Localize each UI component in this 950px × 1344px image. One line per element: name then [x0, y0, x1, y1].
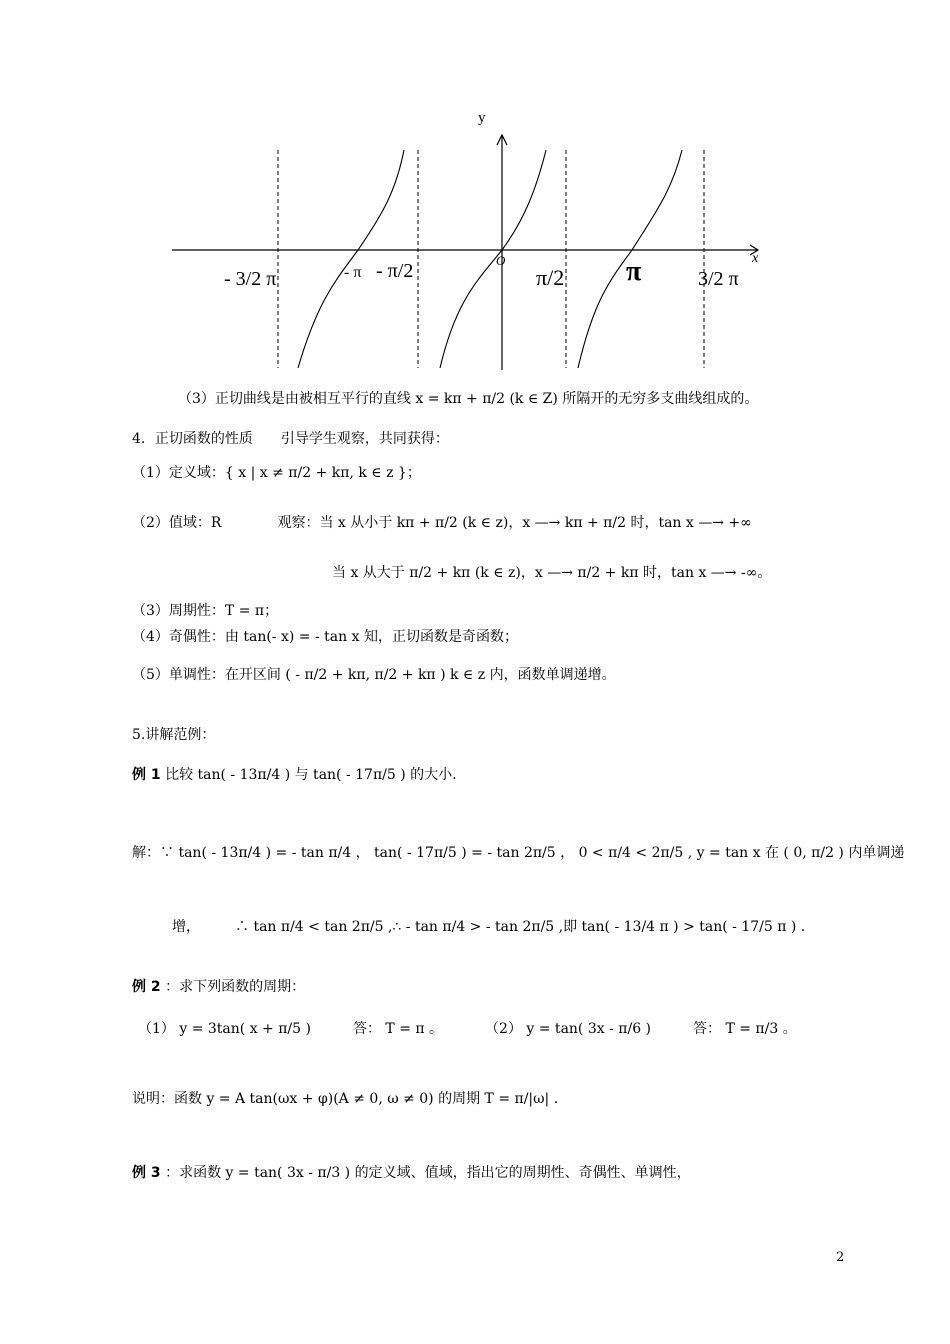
section-examples: 5.讲解范例： — [132, 727, 216, 743]
tangent-branch — [440, 150, 546, 368]
tick-label-3-2-pi: 3/2 π — [698, 268, 739, 290]
property-monotonicity: （5）单调性：在开区间 ( - π/2 + kπ, π/2 + kπ ) k ∈ z 内，函数单调递增。 — [132, 667, 616, 683]
y-axis-label: y — [478, 110, 486, 126]
example-1-label: 例 1 — [132, 767, 161, 783]
tangent-branch — [298, 150, 404, 368]
property-domain: （1）定义域：{ x | x ≠ π/2 + kπ, k ∈ z }； — [132, 465, 421, 481]
x-axis-label: x — [752, 251, 759, 266]
tick-label-neg-pi-2: - π/2 — [376, 260, 414, 282]
tangent-graph — [0, 0, 950, 390]
property-range-continued: 当 x 从大于 π/2 + kπ (k ∈ z)，x —→ π/2 + kπ 时，tan x —→ -∞。 — [332, 565, 772, 581]
page-number: 2 — [836, 1250, 845, 1265]
period-note: 说明：函数 y = A tan(ωx + φ)(A ≠ 0, ω ≠ 0) 的周期 T = π/|ω| . — [132, 1091, 559, 1107]
example-1-text: 比较 tan( - 13π/4 ) 与 tan( - 17π/5 ) 的大小. — [165, 767, 457, 783]
example-3 — [132, 1162, 691, 1182]
example-2-text: ：求下列函数的周期： — [165, 979, 306, 995]
property-range: （2）值域：R 观察：当 x 从小于 kπ + π/2 (k ∈ z)，x —→ kπ + π/2 时，tan x —→ +∞ — [132, 515, 752, 531]
solution-1-continued: 增， ∴ tan π/4 < tan 2π/5 ,∴ - tan π/4 > - tan 2π/5 ,即 tan( - 13/4 π ) > tan( - 17/5 π ) . — [172, 919, 806, 935]
solution-1: 解：∵ tan( - 13π/4 ) = - tan π/4 ， tan( - 17π/5 ) = - tan 2π/5 ， 0 < π/4 < 2π/5 , y = tan x 在 ( 0, π/2 ) 内单调递 — [132, 845, 905, 861]
example-1 — [132, 764, 457, 784]
example-3-text: ：求函数 y = tan( 3x - π/3 ) 的定义域、值域，指出它的周期性、奇偶性、单调性， — [165, 1165, 691, 1181]
example-2-label: 例 2 — [132, 979, 161, 995]
property-period: （3）周期性：T = π； — [132, 603, 279, 619]
tick-label-pi: π — [626, 256, 642, 287]
example-2-answers: （1） y = 3tan( x + π/5 ) 答： T = π 。 （2） y = tan( 3x - π/6 ) 答： T = π/3 。 — [138, 1021, 797, 1037]
line-curve-asymptotes: （3）正切曲线是由被相互平行的直线 x = kπ + π/2 (k ∈ Z) 所隔开的无穷多支曲线组成的。 — [178, 391, 759, 407]
tick-label-pi-2: π/2 — [536, 265, 565, 290]
tick-label-neg-pi: - π — [344, 264, 362, 281]
property-parity: （4）奇偶性：由 tan(- x) = - tan x 知，正切函数是奇函数； — [132, 629, 518, 645]
example-2 — [132, 976, 305, 996]
origin-label: O — [496, 253, 506, 268]
tick-label-neg-3-2-pi: - 3/2 π — [224, 268, 277, 290]
section-tan-properties: 4．正切函数的性质 引导学生观察，共同获得： — [132, 431, 449, 447]
example-3-label: 例 3 — [132, 1165, 161, 1181]
